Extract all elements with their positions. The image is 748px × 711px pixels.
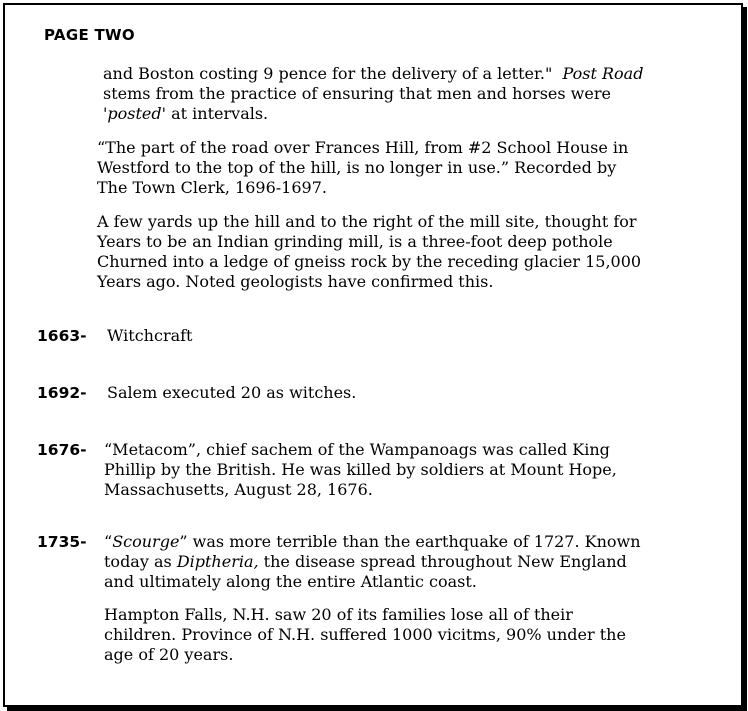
paragraph-line	[104, 552, 641, 572]
italic-text: Scourge	[112, 532, 180, 551]
page-title: PAGE TWO	[44, 26, 135, 44]
paragraph-line: stems from the practice of ensuring that men and horses were	[103, 84, 611, 103]
closing-paragraph	[104, 605, 626, 665]
paragraph-line: The Town Clerk, 1696-1697.	[97, 178, 327, 197]
paragraph-line: Years ago. Noted geologists have confirmed this.	[97, 272, 494, 291]
paragraph-line: Massachusetts, August 28, 1676.	[104, 480, 373, 499]
intro-paragraph-3	[97, 212, 641, 292]
text-span: at intervals.	[171, 104, 269, 123]
entry-text	[107, 326, 192, 346]
paragraph-line: Churned into a ledge of gneiss rock by the receding glacier 15,000	[97, 252, 642, 271]
paragraph-line: “The part of the road over Frances Hill, from #2 School House in	[97, 138, 629, 157]
italic-text: Diptheria,	[176, 552, 259, 571]
paragraph-line: Salem executed 20 as witches.	[107, 383, 357, 402]
entry-text	[104, 532, 641, 592]
paragraph-line: and ultimately along the entire Atlantic coast.	[104, 572, 477, 591]
entry-year: 1676-	[37, 441, 87, 459]
paragraph-line: Westford to the top of the hill, is no longer in use.” Recorded by	[97, 158, 617, 177]
paragraph-line: Years to be an Indian grinding mill, is a three-foot deep pothole	[97, 232, 613, 251]
paragraph-line: Hampton Falls, N.H. saw 20 of its families lose all of their	[104, 605, 573, 624]
intro-paragraph-1	[103, 64, 643, 124]
paragraph-line: Witchcraft	[107, 326, 193, 345]
italic-text: Post Road	[562, 64, 644, 83]
paragraph-line: “Metacom”, chief sachem of the Wampanoags was called King	[104, 440, 610, 459]
paragraph-line	[104, 532, 641, 552]
italic-text: 'posted'	[103, 104, 167, 123]
paragraph-line	[103, 104, 643, 124]
entry-text	[107, 383, 356, 403]
paragraph-line: A few yards up the hill and to the right of the mill site, thought for	[97, 212, 637, 231]
entry-year: 1735-	[37, 533, 87, 551]
paragraph-line	[103, 64, 643, 84]
entry-text	[104, 440, 617, 500]
paragraph-line: children. Province of N.H. suffered 1000 vicitms, 90% under the	[104, 625, 626, 644]
intro-paragraph-2	[97, 138, 628, 198]
text-span: today as	[104, 552, 177, 571]
text-span: ” was more terrible than the earthquake of 1727. Known	[179, 532, 641, 551]
text-span: the disease spread throughout New England	[258, 552, 627, 571]
text-span: “	[104, 532, 113, 551]
text-span: and Boston costing 9 pence for the delivery of a letter."	[103, 64, 553, 83]
entry-year: 1663-	[37, 327, 87, 345]
entry-year: 1692-	[37, 384, 87, 402]
paragraph-line: Phillip by the British. He was killed by soldiers at Mount Hope,	[104, 460, 617, 479]
paragraph-line: age of 20 years.	[104, 645, 234, 664]
